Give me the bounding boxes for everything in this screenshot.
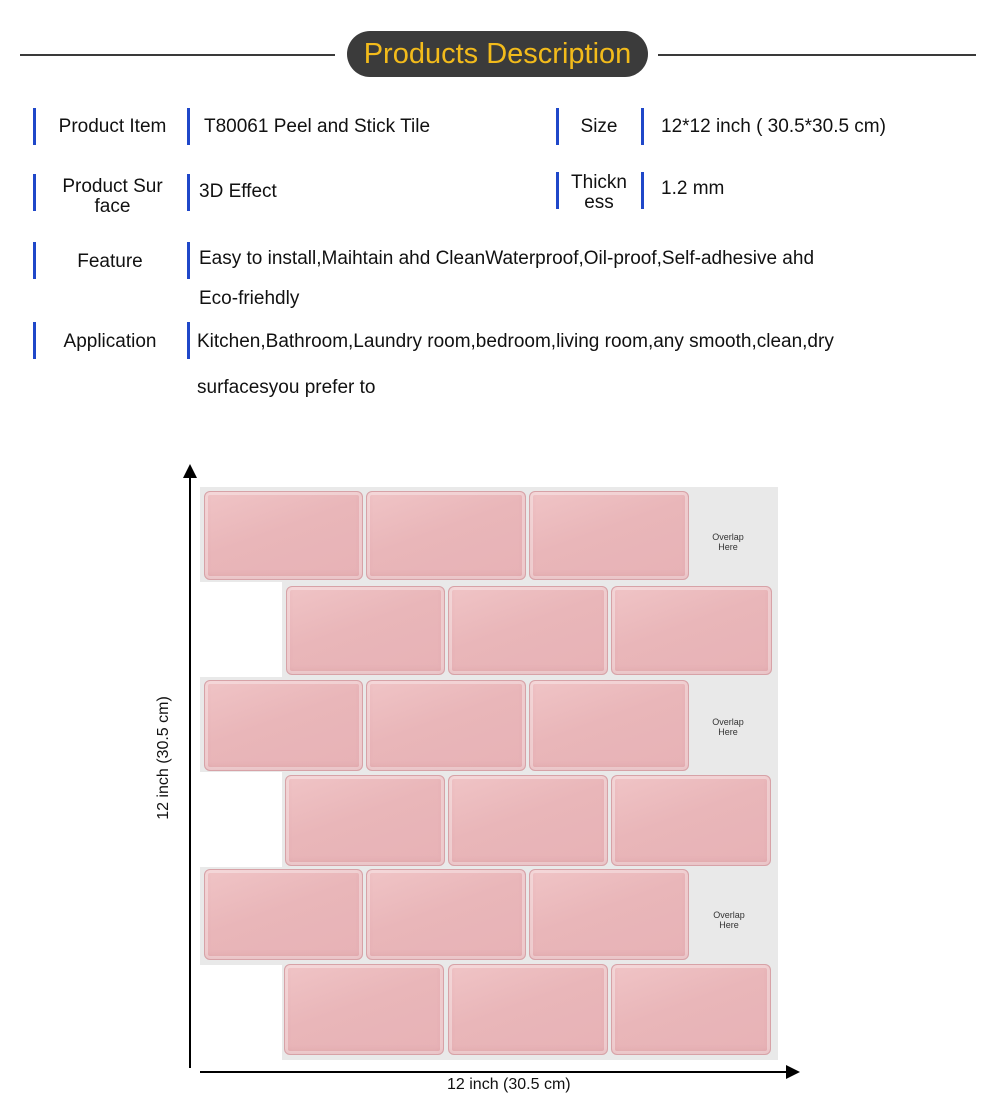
header-rule-left xyxy=(20,54,335,56)
tile xyxy=(366,680,526,771)
accent-bar xyxy=(33,322,36,359)
width-arrow-line xyxy=(200,1071,788,1073)
product-item-value: T80061 Peel and Stick Tile xyxy=(204,116,431,137)
sheet-notch xyxy=(200,772,282,867)
thickness-label-line2: ess xyxy=(584,192,614,213)
tile xyxy=(366,869,526,960)
product-item-label: Product Item xyxy=(58,116,167,137)
accent-bar xyxy=(556,172,559,209)
overlap-label-line2: Here xyxy=(719,920,739,930)
tile xyxy=(204,491,363,580)
header-rule-right xyxy=(658,54,976,56)
tile-sheet xyxy=(200,487,778,1060)
accent-bar xyxy=(641,172,644,209)
feature-label: Feature xyxy=(77,251,143,272)
thickness-value: 1.2 mm xyxy=(661,178,725,199)
overlap-label-line1: Overlap xyxy=(713,910,745,920)
accent-bar xyxy=(33,108,36,145)
surface-value: 3D Effect xyxy=(199,181,277,202)
size-label: Size xyxy=(580,116,618,137)
size-value: 12*12 inch ( 30.5*30.5 cm) xyxy=(661,116,886,137)
overlap-label-line2: Here xyxy=(718,727,738,737)
accent-bar xyxy=(187,322,190,359)
overlap-label xyxy=(699,910,759,930)
overlap-label-line2: Here xyxy=(718,542,738,552)
tile xyxy=(285,775,445,866)
accent-bar xyxy=(641,108,644,145)
accent-bar xyxy=(33,242,36,279)
arrow-right-icon xyxy=(786,1065,800,1079)
section-title: Products Description xyxy=(347,31,648,77)
accent-bar xyxy=(187,108,190,145)
thickness-label-line1: Thickn xyxy=(571,172,627,193)
thickness-label xyxy=(562,173,636,213)
tile xyxy=(529,869,689,960)
tile xyxy=(529,680,689,771)
surface-label-line1: Product Sur xyxy=(62,176,163,197)
overlap-label xyxy=(698,717,758,737)
height-label: 12 inch (30.5 cm) xyxy=(154,696,172,820)
feature-value-line2: Eco-friehdly xyxy=(199,288,300,309)
sheet-notch xyxy=(200,965,282,1060)
application-value-line2: surfacesyou prefer to xyxy=(197,377,376,398)
tile xyxy=(529,491,689,580)
tile xyxy=(284,964,444,1055)
accent-bar xyxy=(187,174,190,211)
overlap-label-line1: Overlap xyxy=(712,717,744,727)
feature-value-line1: Easy to install,Maihtain ahd CleanWaterproof,Oil-proof,Self-adhesive ahd xyxy=(199,248,815,269)
surface-label-line2: face xyxy=(94,196,131,217)
tile xyxy=(611,775,771,866)
application-value-line1: Kitchen,Bathroom,Laundry room,bedroom,living room,any smooth,clean,dry xyxy=(197,331,834,352)
tile xyxy=(286,586,445,675)
arrow-up-icon xyxy=(183,464,197,478)
overlap-label-line1: Overlap xyxy=(712,532,744,542)
tile xyxy=(204,869,363,960)
accent-bar xyxy=(33,174,36,211)
surface-label xyxy=(40,177,185,217)
tile xyxy=(366,491,526,580)
tile xyxy=(611,964,771,1055)
tile xyxy=(204,680,363,771)
tile xyxy=(611,586,772,675)
tile xyxy=(448,586,608,675)
tile xyxy=(448,964,608,1055)
tile xyxy=(448,775,608,866)
application-label: Application xyxy=(63,331,157,352)
accent-bar xyxy=(187,242,190,279)
width-label: 12 inch (30.5 cm) xyxy=(447,1076,571,1093)
overlap-label xyxy=(698,532,758,552)
accent-bar xyxy=(556,108,559,145)
height-arrow-line xyxy=(189,476,191,1068)
sheet-notch xyxy=(200,582,282,677)
